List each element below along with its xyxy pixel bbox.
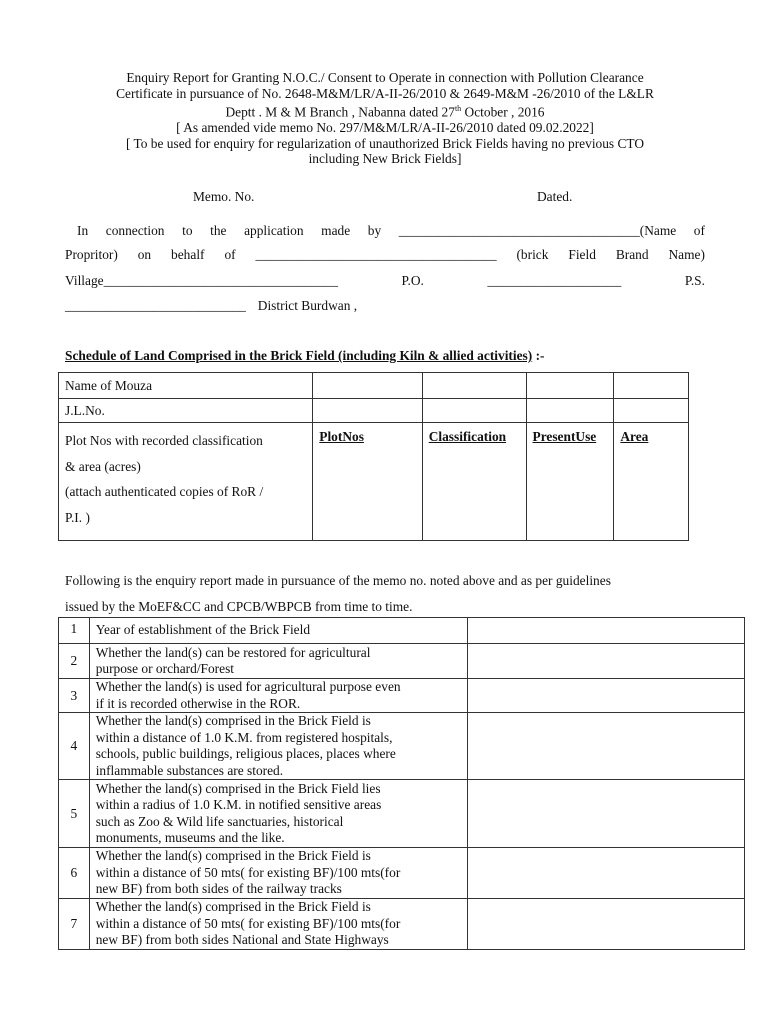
- question-line: new BF) from both sides National and State Highways: [95, 932, 389, 948]
- answer-cell: [467, 899, 744, 950]
- heading-line: [ As amended vide memo No. 297/M&M/LR/A-II-26/2010 dated 09.02.2022]: [176, 120, 594, 136]
- po-blank: ____________________: [487, 273, 622, 288]
- question-cell: [89, 618, 467, 644]
- district-text: District Burdwan ,: [257, 298, 358, 313]
- question-line: schools, public buildings, religious places, places where: [95, 746, 396, 761]
- word: the: [210, 223, 227, 238]
- col-presentuse: PresentUse: [526, 423, 614, 541]
- land-schedule-table: [58, 372, 689, 541]
- table-cell: [422, 399, 526, 423]
- word: application: [244, 223, 304, 238]
- table-cell: [313, 399, 422, 423]
- word: In: [77, 223, 89, 238]
- schedule-title: [65, 348, 545, 364]
- row-number: 1: [59, 618, 90, 644]
- question-cell: [89, 780, 467, 848]
- table-row: [59, 780, 745, 848]
- connection-line-3: [65, 273, 705, 289]
- question-cell: [89, 679, 467, 713]
- answer-cell: [467, 679, 744, 713]
- heading-line: Certificate in pursuance of No. 2648-M&M/LR/A-II-26/2010 & 2649-M&M -26/2010 of the L&LR: [116, 85, 654, 101]
- question-cell: [89, 899, 467, 950]
- heading-text: Deptt . M & M Branch , Nabanna dated 27: [225, 104, 455, 120]
- row-number: 6: [59, 848, 90, 899]
- heading-line: [ To be used for enquiry for regularization of unauthorized Brick Fields having no previous CTO: [125, 135, 645, 151]
- question-line: if it is recorded otherwise in the ROR.: [95, 695, 301, 711]
- brand-name-blank: ____________________________________: [255, 247, 497, 262]
- document-heading: [60, 70, 710, 167]
- schedule-title-suffix: :-: [532, 348, 545, 363]
- jl-no-label: J.L.No.: [59, 399, 313, 423]
- col-area: Area: [614, 423, 689, 541]
- word: connection: [105, 223, 165, 238]
- word: Propritor): [65, 247, 118, 262]
- word: on: [137, 247, 152, 262]
- word: made: [321, 223, 351, 238]
- table-row: [59, 679, 745, 713]
- question-cell: [89, 848, 467, 899]
- row-number: 7: [59, 899, 90, 950]
- plot-nos-label: [59, 423, 313, 541]
- table-row: [59, 644, 745, 679]
- schedule-title-text: Schedule of Land Comprised in the Brick Field (including Kiln & allied activities): [65, 348, 533, 363]
- col-classification: Classification: [422, 423, 526, 541]
- table-row: [59, 848, 745, 899]
- memo-no-label: Memo. No.: [193, 189, 255, 204]
- row-number: 2: [59, 644, 90, 679]
- plot-label-line: (attach authenticated copies of RoR /: [65, 484, 264, 499]
- question-line: within a distance of 50 mts( for existing BF)/100 mts(for: [95, 864, 401, 880]
- question-line: such as Zoo & Wild life sanctuaries, historical: [95, 813, 344, 829]
- row-number: 5: [59, 780, 90, 848]
- answer-cell: [467, 848, 744, 899]
- question-line: Whether the land(s) can be restored for agricultural: [95, 644, 371, 660]
- connection-line-1: [65, 223, 705, 239]
- word: of: [693, 223, 705, 238]
- enquiry-table: [58, 617, 745, 950]
- question-line: Whether the land(s) comprised in the Brick Field is: [95, 899, 371, 915]
- connection-line-4: [65, 298, 705, 314]
- po-label: P.O.: [401, 273, 424, 288]
- following-line: issued by the MoEF&CC and CPCB/WBPCB from time to time.: [65, 599, 413, 614]
- question-line: within a distance of 1.0 K.M. from registered hospitals,: [95, 729, 393, 745]
- question-cell: [89, 713, 467, 780]
- table-cell: [614, 399, 689, 423]
- following-paragraph: [65, 568, 715, 620]
- question-line: Whether the land(s) comprised in the Brick Field is: [95, 713, 371, 728]
- table-row: [59, 618, 745, 644]
- question-line: inflammable substances are stored.: [95, 762, 284, 778]
- table-cell: [422, 373, 526, 399]
- table-row: [59, 899, 745, 950]
- word: to: [182, 223, 193, 238]
- answer-cell: [467, 618, 744, 644]
- table-row: [59, 713, 745, 780]
- plot-label-line: & area (acres): [65, 458, 141, 474]
- heading-line: including New Brick Fields]: [308, 151, 462, 167]
- table-cell: [614, 373, 689, 399]
- answer-cell: [467, 780, 744, 848]
- mouza-label: Name of Mouza: [59, 373, 313, 399]
- word: behalf: [171, 247, 205, 262]
- row-number: 4: [59, 713, 90, 780]
- plot-label-line: P.I. ): [65, 509, 90, 525]
- word: Brand: [615, 247, 649, 262]
- col-plotnos: PlotNos: [313, 423, 422, 541]
- row-number: 3: [59, 679, 90, 713]
- question-line: within a distance of 50 mts( for existing BF)/100 mts(for: [95, 915, 401, 931]
- following-line: Following is the enquiry report made in pursuance of the memo no. noted above and as per guidelines: [65, 573, 611, 588]
- word: by: [367, 223, 382, 238]
- question-line: Whether the land(s) comprised in the Brick Field lies: [95, 780, 381, 796]
- question-line: within a radius of 1.0 K.M. in notified sensitive areas: [95, 797, 382, 812]
- heading-line: Enquiry Report for Granting N.O.C./ Consent to Operate in connection with Pollution Clearance: [126, 70, 644, 85]
- plot-label-line: Plot Nos with recorded classification: [65, 433, 263, 448]
- dated-label: Dated.: [537, 189, 573, 204]
- table-cell: [526, 399, 614, 423]
- question-line: Whether the land(s) comprised in the Brick Field is: [95, 848, 371, 864]
- question-line: Year of establishment of the Brick Field: [95, 622, 311, 638]
- word: (brick: [516, 247, 549, 262]
- connection-line-2: [65, 247, 705, 263]
- word: of: [224, 247, 236, 262]
- heading-text: October , 2016: [461, 104, 545, 120]
- question-cell: [89, 644, 467, 679]
- word: Field: [568, 247, 596, 262]
- proprietor-name-blank: ____________________________________(Name: [398, 223, 677, 238]
- village-blank: Village___________________________________: [65, 273, 338, 288]
- question-line: monuments, museums and the like.: [95, 830, 285, 845]
- ps-label: P.S.: [684, 273, 705, 288]
- question-line: Whether the land(s) is used for agricultural purpose even: [95, 679, 401, 694]
- question-line: purpose or orchard/Forest: [95, 661, 235, 676]
- ps-blank: ___________________________: [65, 298, 246, 313]
- answer-cell: [467, 644, 744, 679]
- table-cell: [526, 373, 614, 399]
- answer-cell: [467, 713, 744, 780]
- word: Name): [668, 247, 705, 262]
- heading-line: [60, 101, 710, 120]
- question-line: new BF) from both sides of the railway tracks: [95, 881, 342, 897]
- table-cell: [313, 373, 422, 399]
- superscript: th: [454, 104, 462, 114]
